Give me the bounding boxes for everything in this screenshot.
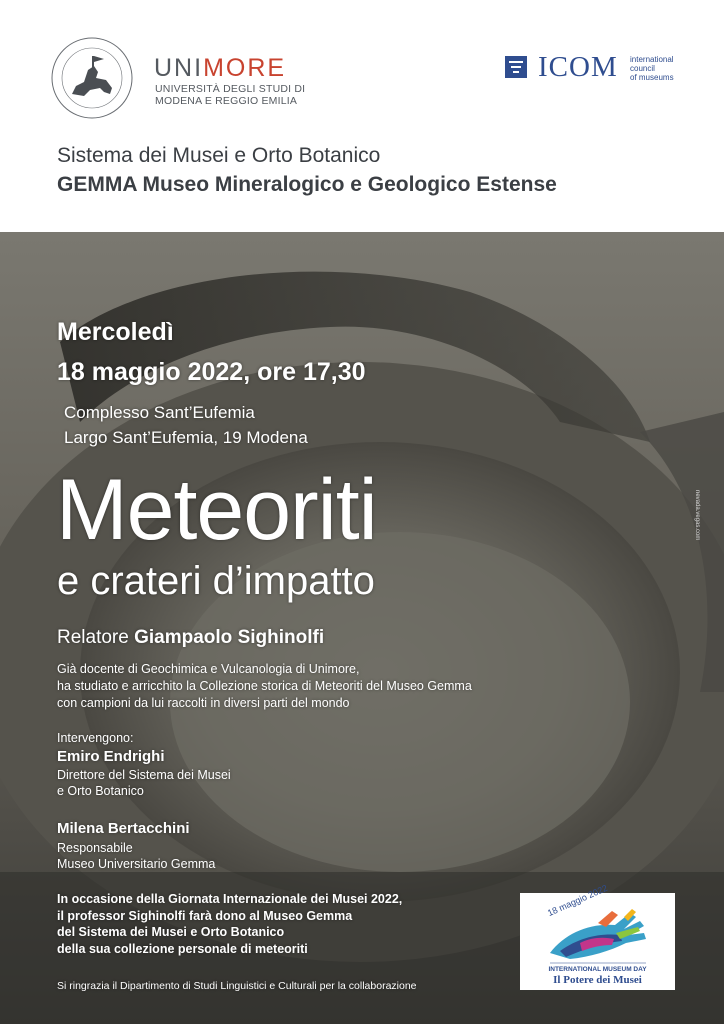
university-seal-icon [50,36,134,120]
speaker-name: Giampaolo Sighinolfi [134,627,325,648]
icom-name: ICOM [538,51,618,83]
participant-name: Milena Bertacchini [57,820,190,837]
participant-role: Responsabile Museo Universitario Gemma [57,841,216,871]
event-subtitle: e crateri d’impatto [57,559,375,603]
icom-subtitle: international council of museums [630,55,674,82]
event-title: Meteoriti [56,462,377,558]
organizer-line: Sistema dei Musei e Orto Botanico [57,144,381,167]
badge-label: INTERNATIONAL MUSEUM DAY [548,966,647,973]
speaker-line: Relatore Giampaolo Sighinolfi [57,627,325,648]
museum-day-badge [520,882,675,990]
venue-address: Largo Sant’Eufemia, 19 Modena [64,428,308,447]
university-name: UNIMORE [154,54,287,82]
photo-credit: nevada.vegas.com [694,490,700,541]
occasion-text: In occasione della Giornata Internazionale dei Musei 2022, il professor Sighinolfi farà dono al Museo Gemma del Sistema dei Musei e Orto Botanico della sua collezione personale di meteoriti [57,892,403,956]
badge-date: 18 maggio 2022 [546,882,610,919]
university-subtitle: UNIVERSITÀ DEGLI STUDI DI MODENA E REGGIO EMILIA [155,83,306,107]
event-weekday: Mercoledì [57,318,174,346]
header [0,0,724,232]
venue-name: Complesso Sant’Eufemia [64,403,255,422]
participant-name: Emiro Endrighi [57,748,165,765]
icom-logo-icon [505,56,527,78]
badge-motto: Il Potere dei Musei [553,974,642,986]
acknowledgement: Si ringrazia il Dipartimento di Studi Linguistici e Culturali per la collaborazione [57,980,417,992]
museum-name: GEMMA Museo Mineralogico e Geologico Estense [57,173,557,196]
participant-role: Direttore del Sistema dei Musei e Orto Botanico [57,768,231,798]
speaker-bio: Già docente di Geochimica e Vulcanologia di Unimore, ha studiato e arricchito la Collezione storica di Meteoriti del Museo Gemma con campioni da lui raccolti in diversi parti del mondo [57,662,472,710]
event-datetime: 18 maggio 2022, ore 17,30 [57,358,366,386]
participants-label: Intervengono: [57,731,134,745]
